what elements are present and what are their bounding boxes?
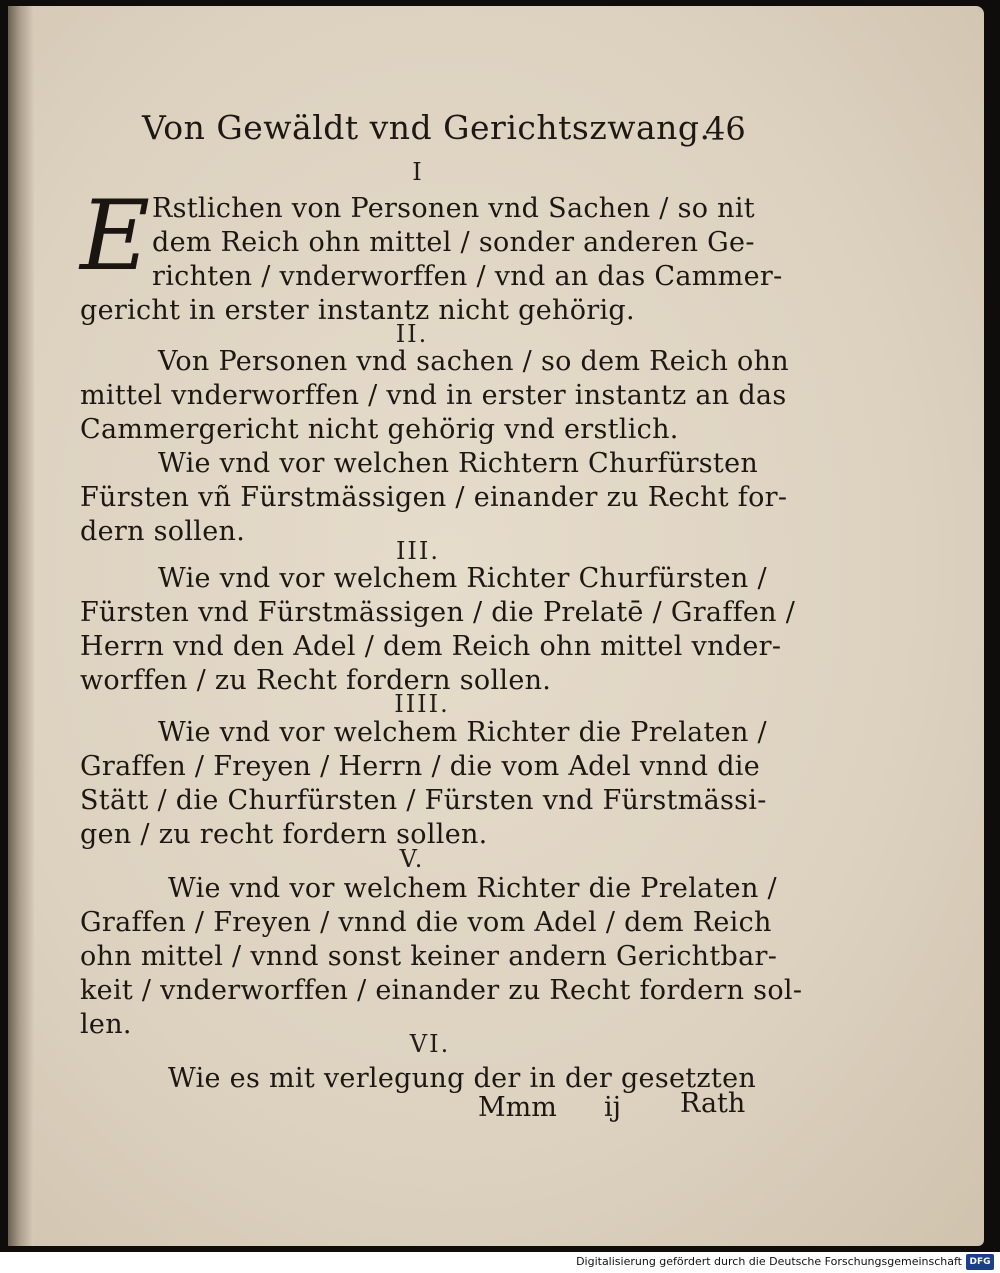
catchword: Rath [680,1088,746,1119]
text-line: Graffen / Freyen / vnnd die vom Adel / dem Reich [80,907,772,938]
running-head: Von Gewäldt vnd Gerichtszwang. [142,108,711,147]
text-line: Wie es mit verlegung der in der gesetzten [168,1063,757,1094]
drop-capital: E [80,180,151,292]
section-numeral: I [412,158,424,186]
footer-bar [0,1252,1000,1273]
text-line: Herrn vnd den Adel / dem Reich ohn mittel vnder- [80,631,782,662]
text-line: Rstlichen von Personen vnd Sachen / so nit [152,193,755,224]
section-numeral: III. [395,537,441,565]
text-line: worffen / zu Recht fordern sollen. [80,665,552,696]
page-gutter-shadow [8,6,34,1246]
text-line: ohn mittel / vnnd sonst keiner andern Gerichtbar- [80,941,778,972]
text-line: len. [80,1009,132,1040]
dfg-logo: DFG [966,1254,994,1270]
signature-mark: Mmm [478,1092,557,1123]
text-line: Von Personen vnd sachen / so dem Reich ohn [158,346,789,377]
section-numeral: II. [395,320,429,348]
text-line: Wie vnd vor welchen Richtern Churfürsten [158,448,759,479]
section-numeral: V. [399,845,425,873]
footer-credit: Digitalisierung gefördert durch die Deutsche Forschungsgemeinschaft [576,1255,962,1268]
text-line: Fürsten vnd Fürstmässigen / die Prelatē / Graffen / [80,597,796,628]
text-line: keit / vnderworffen / einander zu Recht fordern sol- [80,975,803,1006]
text-line: Stätt / die Churfürsten / Fürsten vnd Fürstmässi- [80,785,767,816]
text-line: Cammergericht nicht gehörig vnd erstlich. [80,414,679,445]
text-line: Fürsten vñ Fürstmässigen / einander zu Recht for- [80,482,788,513]
text-line: Graffen / Freyen / Herrn / die vom Adel vnnd die [80,751,761,782]
section-numeral: VI. [409,1030,451,1058]
page-number: 46 [705,110,746,148]
text-line: Wie vnd vor welchem Richter Churfürsten / [158,563,767,594]
text-line: mittel vnderworffen / vnd in erster instantz an das [80,380,787,411]
text-line: gericht in erster instantz nicht gehörig. [80,295,635,326]
text-line: Wie vnd vor welchem Richter die Prelaten / [168,873,777,904]
text-line: dem Reich ohn mittel / sonder anderen Ge- [152,227,755,258]
signature-number: ij [604,1092,622,1123]
text-line: gen / zu recht fordern sollen. [80,819,488,850]
text-line: richten / vnderworffen / vnd an das Cammer- [152,261,783,292]
text-line: Wie vnd vor welchem Richter die Prelaten / [158,717,767,748]
text-line: dern sollen. [80,516,246,547]
section-numeral: IIII. [394,690,450,718]
